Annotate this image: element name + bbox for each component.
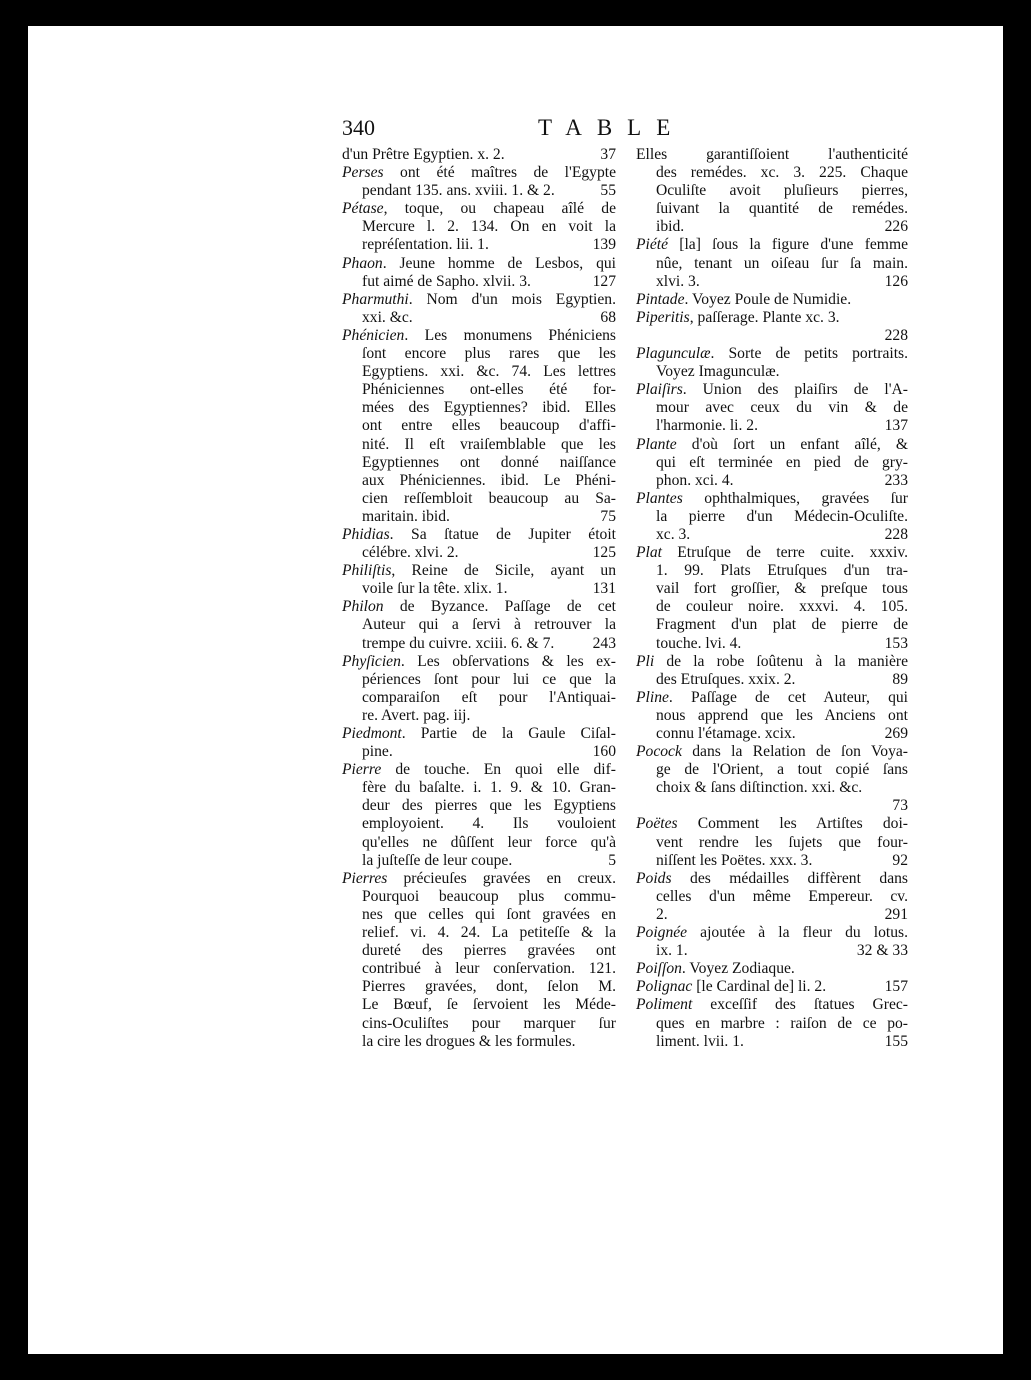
entry-text: des Etruſques. xxix. 2. — [656, 670, 796, 688]
entry-text: cien reſſembloit beaucoup au Sa- — [362, 489, 616, 507]
page-reference: 32 & 33 — [856, 942, 908, 960]
entry-headword: Plat — [636, 544, 662, 562]
entry-text: xxi. &c. — [362, 308, 413, 326]
entry-text: vail fort groſſier, & preſque tous — [656, 580, 908, 598]
entry-text: . Les obſervations & les ex- — [400, 652, 616, 670]
entry-text: nûe, tenant un oiſeau ſur ſa main. — [656, 254, 908, 272]
entry-text: Pierres gravées, dont, ſelon M. — [362, 978, 616, 996]
entry-text: 2. — [656, 905, 668, 923]
page-header — [342, 115, 914, 145]
entry-text: re. Avert. pag. iij. — [362, 706, 471, 724]
entry-headword: Polignac — [636, 978, 693, 996]
entry-text: de Byzance. Paſſage de cet — [383, 598, 616, 616]
entry-text: voile ſur la tête. xlix. 1. — [362, 580, 508, 598]
entry-text: celles d'un même Empereur. cv. — [656, 887, 908, 905]
entry-text: [la] ſous la figure d'une femme — [668, 236, 908, 254]
entry-text: ix. 1. — [656, 942, 688, 960]
entry-headword: Philiſtis — [342, 562, 392, 580]
entry-text: la juſteſſe de leur coupe. — [362, 851, 513, 869]
entry-text: exceſſif des ſtatues Grec- — [692, 996, 908, 1014]
entry-text: l'harmonie. li. 2. — [656, 417, 758, 435]
page-reference: 125 — [592, 544, 616, 562]
entry-text: ibid. — [656, 218, 685, 236]
page-reference: 243 — [592, 634, 616, 652]
index-entry — [636, 870, 908, 924]
entry-headword: Perses — [342, 164, 384, 182]
entry-text: trempe du cuivre. xciii. 6. & 7. — [362, 634, 555, 652]
entry-headword: Phyſicien — [342, 652, 401, 670]
entry-text: contribué à leur conſervation. 121. — [362, 960, 616, 978]
entry-text: Elles garantiſſoient l'authenticité — [636, 146, 908, 163]
index-entry — [636, 743, 908, 815]
page-reference: 269 — [884, 725, 908, 742]
page-reference: 228 — [884, 525, 908, 543]
page-reference: 226 — [884, 218, 908, 236]
entry-headword: Poliment — [636, 996, 693, 1014]
entry-text: employoient. 4. Ils vouloient — [362, 815, 616, 833]
index-entry — [342, 653, 616, 725]
page-reference: 126 — [884, 272, 908, 290]
page-reference: 228 — [884, 326, 908, 344]
entry-headword: Phaon — [342, 254, 383, 272]
page-reference: 137 — [884, 417, 908, 435]
entry-headword: Pharmuthi — [342, 290, 409, 308]
entry-text: dans la Relation de ſon Voya- — [681, 743, 908, 761]
entry-text: , Reine de Sicile, ayant un — [391, 562, 616, 580]
index-entry — [342, 327, 616, 526]
entry-text: de couleur noire. xxxvi. 4. 105. — [656, 598, 908, 616]
entry-text: vent rendre les ſujets que four- — [656, 833, 908, 851]
entry-text: 1. 99. Plats Etruſques d'un tra- — [656, 562, 908, 580]
entry-headword: Phidias — [342, 525, 390, 543]
entry-text: d'où ſort un enfant aîlé, & — [676, 435, 908, 453]
index-column-left — [342, 146, 616, 1051]
entry-text: qui eſt terminée en pied de gry- — [656, 453, 908, 471]
entry-headword: Plaiſirs — [636, 381, 683, 399]
entry-text: nous apprend que les Anciens ont — [656, 706, 908, 724]
entry-text: Le Bœuf, ſe ſervoient les Méde- — [362, 996, 616, 1014]
index-entry — [342, 200, 616, 254]
entry-text: repréſentation. lii. 1. — [362, 236, 489, 254]
entry-text: de la robe ſoûtenu à la manière — [654, 652, 908, 670]
index-entry — [342, 255, 616, 291]
index-entry — [342, 146, 616, 164]
entry-headword: Pline — [636, 688, 669, 706]
page-reference: 73 — [892, 797, 908, 815]
index-entry — [636, 544, 908, 653]
entry-text: Oculiſte avoit pluſieurs pierres, — [656, 182, 908, 200]
index-entry — [636, 924, 908, 960]
entry-text: . Nom d'un mois Egyptien. — [408, 290, 616, 308]
entry-text: la pierre d'un Médecin-Oculiſte. — [656, 507, 908, 525]
index-entry — [636, 236, 908, 290]
entry-headword: Piperitis — [636, 308, 690, 326]
entry-text: pine. — [362, 743, 393, 761]
index-entry — [636, 996, 908, 1050]
entry-text: . Jeune homme de Lesbos, qui — [382, 254, 616, 272]
entry-headword: Pocock — [636, 743, 682, 761]
entry-text: liment. lvii. 1. — [656, 1032, 744, 1050]
entry-text: , toque, ou chapeau aîlé de — [383, 200, 616, 218]
entry-text: connu l'étamage. xcix. — [656, 725, 796, 742]
entry-text: choix & ſans diſtinction. xxi. &c. — [656, 779, 863, 797]
entry-text: Auteur qui a ſervi à retrouver la — [362, 616, 616, 634]
entry-text: précieuſes gravées en creux. — [387, 869, 616, 887]
entry-text: des remédes. xc. 3. 225. Chaque — [656, 164, 908, 182]
index-entry — [342, 164, 616, 200]
entry-headword: Pierres — [342, 869, 388, 887]
page-reference: 89 — [892, 670, 908, 688]
entry-text: xlvi. 3. — [656, 272, 700, 290]
entry-text: Pourquoi beaucoup plus commu- — [362, 887, 616, 905]
index-entry — [342, 725, 616, 761]
entry-headword: Pétase — [342, 200, 384, 218]
entry-text: Egyptiens. xxi. &c. 74. Les lettres — [362, 363, 616, 381]
page-reference: 131 — [592, 580, 616, 598]
entry-headword: Plantes — [636, 489, 683, 507]
entry-text: . Les monumens Phéniciens — [404, 326, 616, 344]
index-entry — [636, 653, 908, 689]
entry-text: célébre. xlvi. 2. — [362, 544, 459, 562]
index-entry — [636, 381, 908, 435]
entry-text: . Sa ſtatue de Jupiter étoit — [389, 525, 616, 543]
entry-text: mées des Egyptiennes? ibid. Elles — [362, 399, 616, 417]
entry-text: . Voyez Poule de Numidie. — [684, 290, 852, 308]
entry-text: relief. vi. 4. 24. La petiteſſe & la — [362, 924, 616, 942]
entry-text: de touche. En quoi elle dif- — [381, 761, 616, 779]
entry-text: ques en marbre : raiſon de ce po- — [656, 1014, 908, 1032]
entry-text: ge de l'Orient, a tout copié ſans — [656, 761, 908, 779]
entry-text: aux Phéniciennes. ibid. Le Phéni- — [362, 471, 616, 489]
entry-text: ſuivant la quantité de remédes. — [656, 200, 908, 218]
page-reference: 5 — [608, 851, 616, 869]
entry-text: ont entre elles beaucoup d'affi- — [362, 417, 616, 435]
index-entry — [342, 526, 616, 562]
entry-text: mour avec ceux du vin & de — [656, 399, 908, 417]
entry-headword: Philon — [342, 598, 384, 616]
entry-text: xc. 3. — [656, 525, 691, 543]
entry-text: touche. lvi. 4. — [656, 634, 742, 652]
index-entry — [636, 689, 908, 743]
index-entry — [342, 562, 616, 598]
entry-text: d'un Prêtre Egyptien. x. 2. — [342, 146, 505, 163]
entry-text: nité. Il eſt vraiſemblable que les — [362, 435, 616, 453]
index-entry — [342, 598, 616, 652]
index-entry — [636, 291, 908, 309]
page-reference: 127 — [592, 272, 616, 290]
entry-headword: Pierre — [342, 761, 382, 779]
page-title: TABLE — [538, 115, 686, 140]
page-reference: 68 — [600, 308, 616, 326]
entry-text: nes que celles qui ſont gravées en — [362, 905, 616, 923]
entry-text: [le Cardinal de] li. 2. — [692, 978, 827, 996]
entry-headword: Poignée — [636, 924, 688, 942]
index-entry — [636, 309, 908, 345]
entry-text: la cire les drogues & les formules. — [362, 1032, 576, 1050]
index-column-right — [636, 146, 908, 1051]
entry-text: deur des pierres que les Egyptiens — [362, 797, 616, 815]
page-reference: 139 — [592, 236, 616, 254]
entry-text: . Partie de la Gaule Ciſal- — [401, 725, 616, 742]
entry-headword: Plagunculæ — [636, 345, 711, 363]
page-reference: 75 — [600, 507, 616, 525]
entry-text: comparaiſon eſt pour l'Antiquai- — [362, 688, 616, 706]
index-entry — [636, 345, 908, 381]
entry-text: ſont encore plus rares que les — [362, 345, 616, 363]
entry-text: Mercure l. 2. 134. On en voit la — [362, 218, 616, 236]
entry-text: . Union des plaiſirs de l'A- — [682, 381, 908, 399]
entry-text: . Paſſage de cet Auteur, qui — [668, 688, 908, 706]
entry-text: cins-Oculiſtes pour marquer ſur — [362, 1014, 616, 1032]
page-reference: 291 — [884, 905, 908, 923]
page-reference: 92 — [892, 851, 908, 869]
page-reference: 155 — [884, 1032, 908, 1050]
index-entry — [636, 146, 908, 236]
page-reference: 55 — [600, 182, 616, 200]
entry-text: des médailles diffèrent dans — [671, 869, 908, 887]
index-entry — [636, 815, 908, 869]
entry-text: . Voyez Zodiaque. — [681, 960, 795, 978]
entry-text: pendant 135. ans. xviii. 1. & 2. — [362, 182, 555, 200]
entry-headword: Pli — [636, 652, 655, 670]
entry-text: Voyez Imagunculæ. — [656, 363, 780, 381]
entry-text: . Sorte de petits portraits. — [710, 345, 908, 363]
page-reference: 157 — [884, 978, 908, 996]
entry-headword: Poids — [636, 869, 672, 887]
entry-text: ophthalmiques, gravées ſur — [682, 489, 908, 507]
entry-text: fère du baſalte. i. 1. 9. & 10. Gran- — [362, 779, 616, 797]
entry-headword: Poëtes — [636, 815, 678, 833]
index-entry — [342, 291, 616, 327]
entry-headword: Piedmont — [342, 725, 402, 742]
entry-text: fut aimé de Sapho. xlvii. 3. — [362, 272, 531, 290]
index-entry — [342, 761, 616, 870]
entry-headword: Phénicien — [342, 326, 405, 344]
entry-headword: Pintade — [636, 290, 685, 308]
page-reference: 37 — [600, 146, 616, 163]
page-reference: 160 — [592, 743, 616, 761]
entry-headword: Piété — [636, 236, 669, 254]
entry-text: ajoutée à la fleur du lotus. — [687, 924, 908, 942]
entry-text: périences ſont pour lui ce que la — [362, 670, 616, 688]
index-entry — [636, 978, 908, 996]
entry-text: Phéniciennes ont-elles été for- — [362, 381, 616, 399]
entry-text: Comment les Artiſtes doi- — [677, 815, 908, 833]
entry-text: Fragment d'un plat de pierre de — [656, 616, 908, 634]
entry-headword: Plante — [636, 435, 677, 453]
index-entry — [342, 870, 616, 1051]
entry-text: phon. xci. 4. — [656, 471, 734, 489]
entry-text: qu'elles ne dûſſent leur force qu'à — [362, 833, 616, 851]
entry-text: dureté des pierres gravées ont — [362, 942, 616, 960]
entry-text: Egyptiennes ont donné naiſſance — [362, 453, 616, 471]
index-entry — [636, 436, 908, 490]
page-reference: 153 — [884, 634, 908, 652]
entry-text: niſſent les Poëtes. xxx. 3. — [656, 851, 813, 869]
page-reference: 233 — [884, 471, 908, 489]
entry-text: ont été maîtres de l'Egypte — [383, 164, 616, 182]
index-entry — [636, 490, 908, 544]
entry-text: maritain. ibid. — [362, 507, 450, 525]
entry-text: , paſſerage. Plante xc. 3. — [689, 308, 840, 326]
entry-headword: Poiſſon — [636, 960, 682, 978]
page-number: 340 — [342, 115, 375, 140]
index-entry — [636, 960, 908, 978]
entry-text: Etruſque de terre cuite. xxxiv. — [662, 544, 908, 562]
